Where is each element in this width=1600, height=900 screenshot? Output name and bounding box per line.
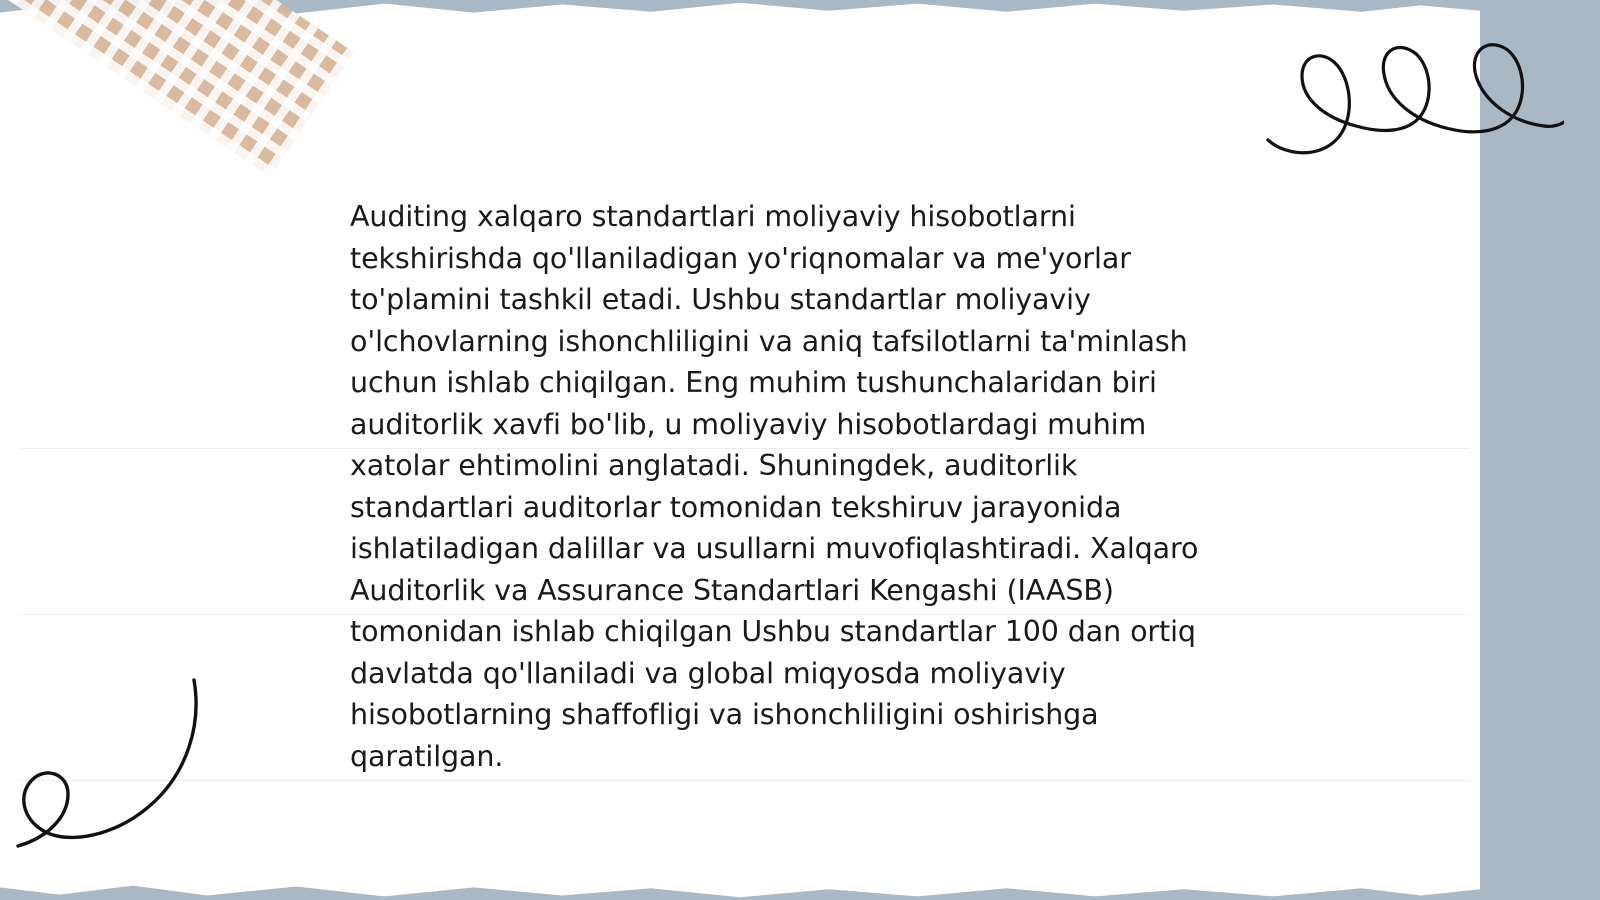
paper-rule-line: [20, 780, 1470, 781]
loop-scribble-icon: [1264, 22, 1564, 162]
body-paragraph: Auditing xalqaro standartlari moliyaviy hisobotlarni tekshirishda qo'llaniladigan yo'riqnomalar va me'yorlar to'plamini tashkil etadi. Ushbu standartlar moliyaviy o'lchovlarning ishonchliligini va aniq tafsilotlarni ta'minlash uchun ishlab chiqilgan. Eng muhim tushunchalaridan biri auditorlik xavfi bo'lib, u moliyaviy hisobotlardagi muhim xatolar ehtimolini anglatadi. Shuningdek, auditorlik standartlari auditorlar tomonidan tekshiruv jarayonida ishlatiladigan dalillar va usullarni muvofiqlashtiradi. Xalqaro Auditorlik va Assurance Standartlari Kengashi (IAASB) tomonidan ishlab chiqilgan Ushbu standartlar 100 dan ortiq davlatda qo'llaniladi va global miqyosda moliyaviy hisobotlarning shaffofligi va ishonchliligini oshirishga qaratilgan.: [350, 200, 1208, 773]
swirl-flourish-icon: [6, 668, 216, 868]
